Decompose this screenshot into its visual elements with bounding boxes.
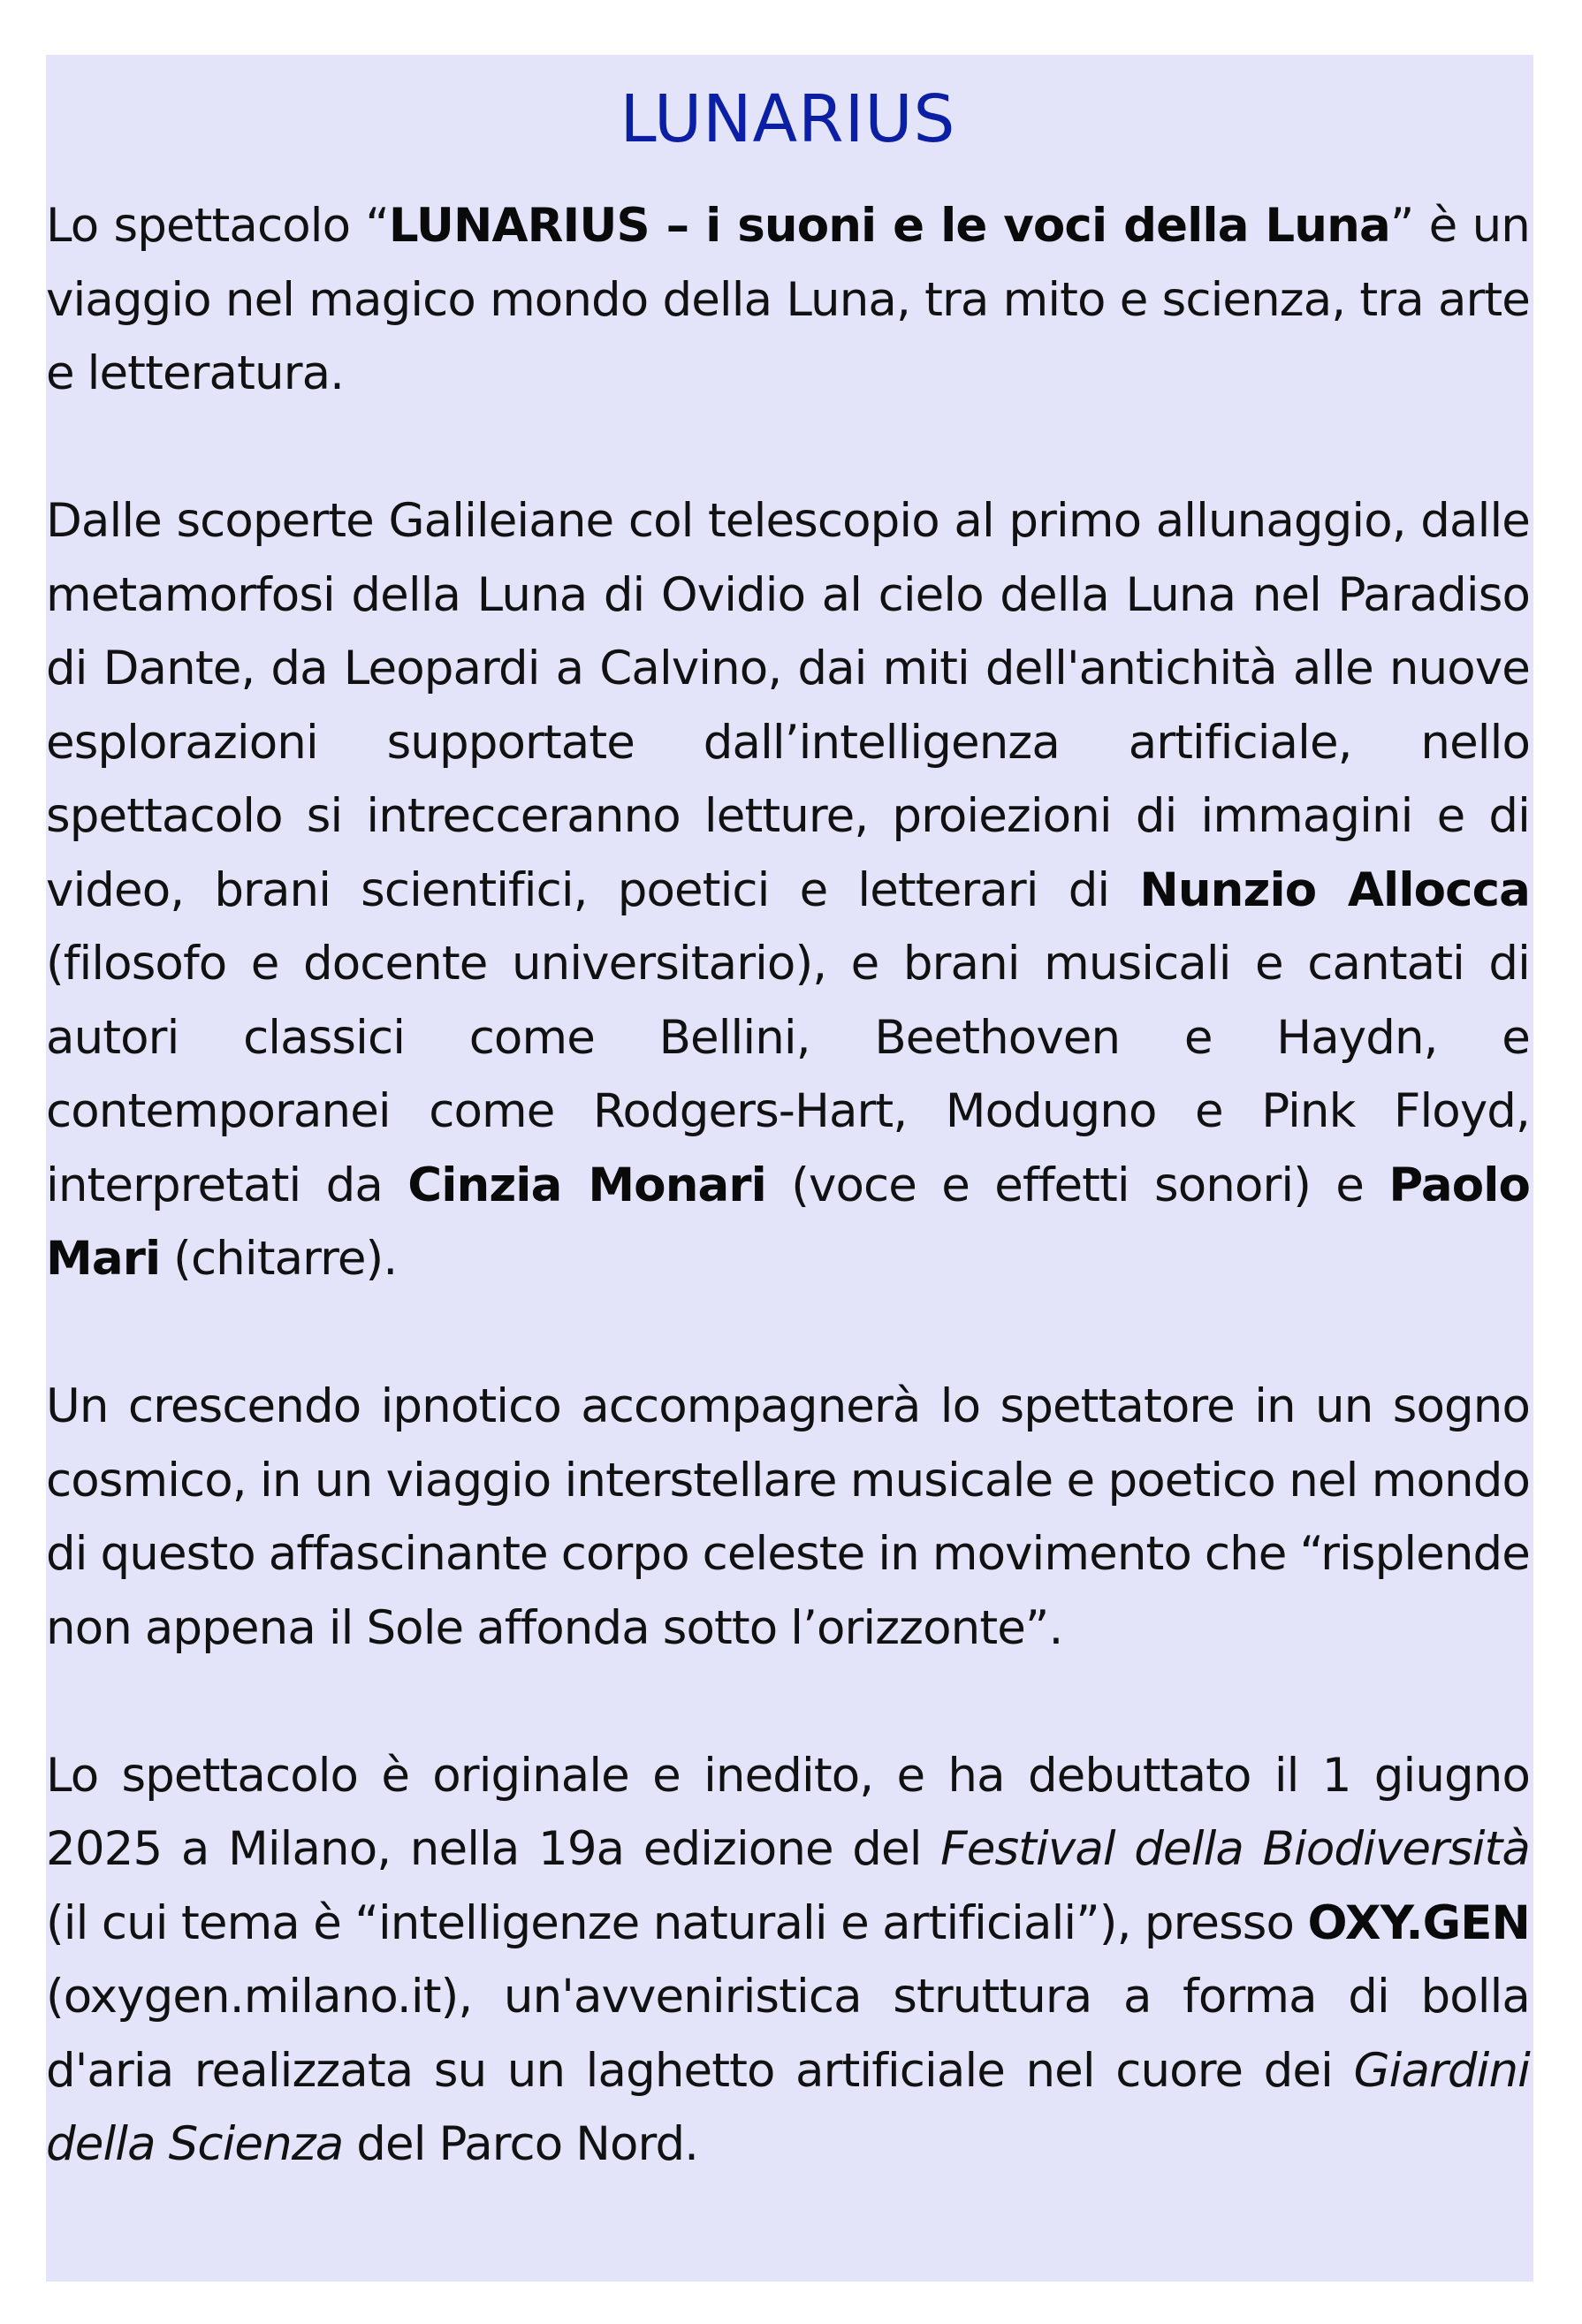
intro-text-2: ” è un viaggio nel magico mondo della Luna, tra mito e scienza, tra arte e letteratura. — [46, 199, 1530, 400]
content-text-1: Dalle scoperte Galileiane col telescopio al primo allunaggio, dalle metamorfosi della Luna di Ovidio al cielo della Luna nel Paradiso di Dante, da Leopardi a Calvino, dai miti dell'antichità alle nuove esplorazioni supportate dall’intelligenza artificiale, nello spettacolo si intrecceranno letture, proiezioni di immagini e di video, brani scientifici, poetici e letterari di — [46, 494, 1530, 917]
venue-name: OXY.GEN — [1307, 1895, 1530, 1950]
singer-name: Cinzia Monari — [407, 1158, 766, 1212]
paragraph-experience — [46, 1370, 1530, 1665]
author-name: Nunzio Allocca — [1139, 862, 1530, 917]
document-title: LUNARIUS — [620, 81, 956, 157]
content-text-3: (voce e effetti sonori) e — [765, 1158, 1389, 1212]
intro-text-1: Lo spettacolo “ — [46, 199, 389, 253]
experience-text: Un crescendo ipnotico accompagnerà lo spettatore in un sogno cosmico, in un viaggio interstellare musicale e poetico nel mondo di questo affascinante corpo celeste in movimento che “risplende non appena il Sole affonda sotto l’orizzonte”. — [46, 1379, 1530, 1655]
gardens-name: Giardini della Scienza — [46, 2043, 1530, 2171]
show-full-title: LUNARIUS – i suoni e le voci della Luna — [388, 199, 1390, 253]
content-text-4: (chitarre). — [160, 1232, 398, 1286]
debut-text-3: (oxygen.milano.it), un'avveniristica struttura a forma di bolla d'aria realizzata su un laghetto artificiale nel cuore dei — [46, 1970, 1530, 2098]
debut-text-1: Lo spettacolo è originale e inedito, e ha debuttato il 1 giugno 2025 a Milano, nella 19a edizione del — [46, 1748, 1530, 1876]
paragraph-debut — [46, 1739, 1530, 2182]
content-text-2: (filosofo e docente universitario), e brani musicali e cantati di autori classici come Bellini, Beethoven e Haydn, e contemporanei come Rodgers-Hart, Modugno e Pink Floyd, interpretati da — [46, 937, 1530, 1212]
festival-name: Festival della Biodiversità — [940, 1822, 1530, 1876]
guitarist-name: Paolo Mari — [46, 1158, 1530, 1286]
paragraph-gap — [46, 1296, 1530, 1371]
debut-text-2: (il cui tema è “intelligenze naturali e artificiali”), presso — [46, 1895, 1308, 1950]
debut-text-4: del Parco Nord. — [343, 2117, 699, 2171]
document-panel — [46, 55, 1533, 2282]
paragraph-gap — [46, 1665, 1530, 1739]
paragraph-gap — [46, 411, 1530, 485]
paragraph-intro — [46, 189, 1530, 411]
paragraph-content — [46, 484, 1530, 1296]
